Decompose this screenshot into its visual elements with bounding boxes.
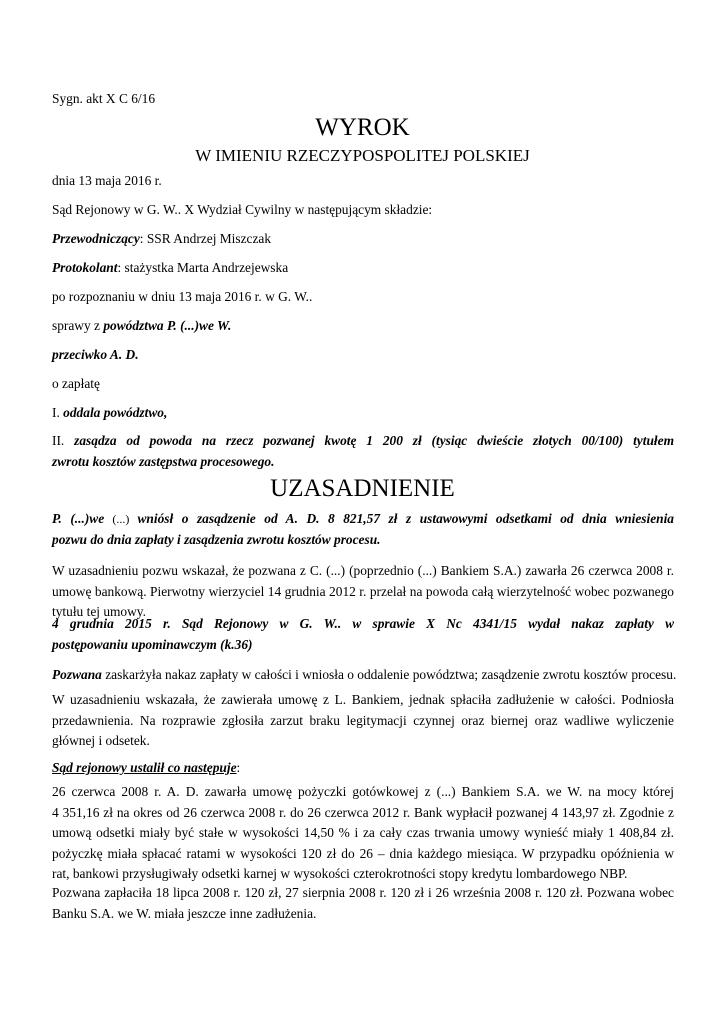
case-signature: Sygn. akt X C 6/16: [52, 91, 156, 106]
text-line: 4 351,16 zł na okres od 26 czerwca 2008 r. do 26 czerwca 2012 r. Bank wypłacił pozwanej 4 143,97 zł. Zgodnie z: [52, 804, 674, 820]
text-line: tytułu tej umowy.: [52, 604, 146, 619]
text-line: W uzasadnieniu wskazała, że zawierała umowę z L. Bankiem, jednak spłaciła zadłużenie w całości. Podniosła: [52, 692, 674, 707]
presiding-judge-value: : SSR Andrzej Miszczak: [139, 231, 272, 246]
text-line: 26 czerwca 2008 r. A. D. zawarła umowę pożyczki gotówkowej z (...) Bankiem S.A. we W. na mocy której: [52, 784, 674, 799]
paragraph-payments: [52, 883, 674, 924]
text-line: umowę bankową. Pierwotny wierzyciel 14 grudnia 2012 r. przelał na powoda całą wierzytelność wobec pozwanego: [52, 583, 674, 599]
defendant: przeciwko A. D.: [52, 347, 139, 362]
judgment-title: WYROK: [315, 114, 410, 141]
court-clerk-value: : stażystka Marta Andrzejewska: [117, 260, 289, 275]
text-line: głównej i odsetek.: [52, 733, 150, 748]
claim-ellipsis: (...): [104, 512, 138, 526]
court-clerk-label: Protokolant: [52, 260, 118, 275]
defendant-label: Pozwana: [52, 667, 102, 682]
presiding-judge-label: Przewodniczący: [52, 231, 140, 246]
ruling-item-1-number: I.: [52, 405, 64, 420]
case-line: [52, 317, 231, 334]
paragraph-loan-facts: [52, 782, 674, 885]
text-line: W uzasadnieniu pozwu wskazał, że pozwana z C. (...) (poprzednio (...) Bankiem S.A.) zawarła 26 czerwca 2008 r.: [52, 563, 674, 578]
justification-heading: UZASADNIENIE: [270, 475, 455, 502]
ruling-item-2-line-1: zasądza od powoda na rzecz pozwanej kwotę 1 200 zł (tysiąc dwieście złotych 00/100) tytułem: [74, 433, 674, 448]
findings-heading: [52, 759, 240, 776]
presiding-judge: [52, 230, 271, 247]
hearing-date: po rozpoznaniu w dniu 13 maja 2016 r. w G. W..: [52, 289, 313, 304]
paragraph-defendant-objection: [52, 666, 676, 683]
text-line: Pozwana zapłaciła 18 lipca 2008 r. 120 zł, 27 sierpnia 2008 r. 120 zł i 26 września 2008 r. 120 zł. Pozwana wobec: [52, 885, 674, 900]
findings-heading-text: Sąd rejonowy ustalił co następuje: [52, 760, 237, 775]
ruling-item-1-text: oddala powództwo,: [63, 405, 168, 420]
objection-text: zaskarżyła nakaz zapłaty w całości i wniosła o oddalenie powództwa; zasądzenie zwrotu kosztów procesu.: [101, 667, 677, 682]
ruling-item-2-line-2: zwrotu kosztów zastępstwa procesowego.: [52, 453, 275, 469]
text-line: postępowaniu upominawczym (k.36): [52, 636, 253, 652]
text-line: Banku S.A. we W. miała jeszcze inne zadłużenia.: [52, 905, 317, 921]
court-clerk: [52, 259, 288, 276]
ruling-item-1: [52, 404, 167, 421]
ruling-item-2: [52, 431, 674, 472]
text-line: rat, bankowi przysługiwały odsetki karnej w wysokości czterokrotności stopy kredytu lombardowego NBP.: [52, 866, 628, 881]
claim-plaintiff: P. (...)we: [52, 511, 105, 526]
court-composition: Sąd Rejonowy w G. W.. X Wydział Cywilny w następującym składzie:: [52, 202, 433, 217]
claim-line-2: pozwu do dnia zapłaty i zasądzenia zwrotu kosztów procesu.: [52, 531, 381, 547]
judgment-subtitle: W IMIENIU RZECZYPOSPOLITEJ POLSKIEJ: [195, 146, 530, 165]
text-line: przedawnienia. Na rozprawie zgłosiła zarzut braku legitymacji czynnej oraz biernej oraz wadliwe wyliczenie: [52, 712, 674, 728]
text-line: 4 grudnia 2015 r. Sąd Rejonowy w G. W.. w sprawie X Nc 4341/15 wydał nakaz zapłaty w: [52, 616, 674, 631]
findings-heading-colon: :: [236, 760, 241, 775]
judgment-date: dnia 13 maja 2016 r.: [52, 173, 162, 188]
case-prefix: sprawy z: [52, 318, 104, 333]
case-subject: o zapłatę: [52, 376, 100, 391]
text-line: umową odsetki miały być stałe w wysokości 14,50 % i za cały czas trwania umowy wynieść miały 1 408,84 zł.: [52, 825, 674, 840]
text-line: pożyczkę miała spłacać ratami w wysokości 120 zł do 26 – dnia każdego miesiąca. W przypadku opóźnienia w: [52, 845, 674, 861]
paragraph-defence-grounds: [52, 690, 674, 752]
paragraph-payment-order: [52, 614, 674, 655]
claim-text: wniósł o zasądzenie od A. D. 8 821,57 zł z ustawowymi odsetkami od dnia wniesienia: [137, 511, 674, 526]
paragraph-claim: [52, 509, 674, 550]
ruling-item-2-number: II.: [52, 433, 75, 448]
plaintiff: powództwa P. (...)we W.: [103, 318, 232, 333]
